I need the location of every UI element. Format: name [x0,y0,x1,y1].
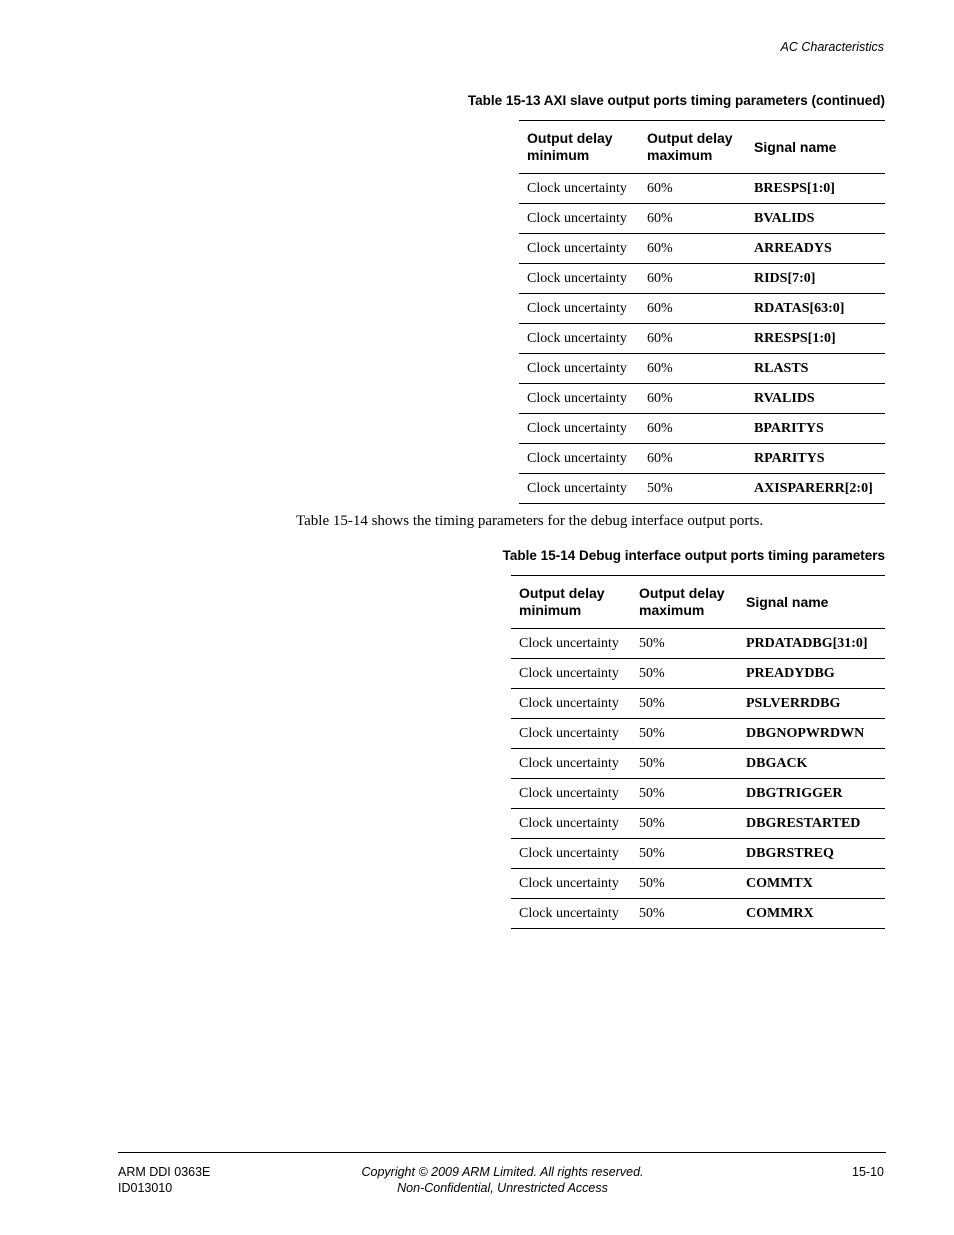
table-row [519,354,885,384]
table-row [519,204,885,234]
signal-name-cell: RLASTS [746,354,885,384]
min-delay-cell: Clock uncertainty [519,414,639,444]
table-row [511,839,885,869]
signal-name-cell: DBGACK [738,749,885,779]
table-row [511,719,885,749]
table-row [519,294,885,324]
signal-name-cell: BRESPS[1:0] [746,174,885,204]
min-delay-cell: Clock uncertainty [511,689,631,719]
column-header: Output delay minimum [519,121,639,174]
section-header-title: AC Characteristics [780,40,884,54]
column-header: Output delay maximum [631,576,738,629]
debug-interface-timing-table [511,575,885,929]
table-row [519,474,885,504]
max-delay-cell: 50% [639,474,746,504]
table-header-row [511,576,885,629]
max-delay-cell: 60% [639,204,746,234]
max-delay-cell: 60% [639,174,746,204]
min-delay-cell: Clock uncertainty [511,839,631,869]
table-row [519,324,885,354]
signal-name-cell: DBGRESTARTED [738,809,885,839]
table-row [511,629,885,659]
table-row [511,809,885,839]
column-header: Signal name [746,121,885,174]
table-row [519,264,885,294]
signal-name-cell: DBGTRIGGER [738,779,885,809]
table-row [519,444,885,474]
max-delay-cell: 50% [631,659,738,689]
max-delay-cell: 50% [631,869,738,899]
max-delay-cell: 50% [631,779,738,809]
max-delay-cell: 60% [639,264,746,294]
table-row [511,869,885,899]
min-delay-cell: Clock uncertainty [511,659,631,689]
max-delay-cell: 50% [631,719,738,749]
issue-id: ID013010 [118,1181,173,1195]
axi-slave-timing-table [519,120,885,504]
table-row [511,659,885,689]
signal-name-cell: COMMTX [738,869,885,899]
min-delay-cell: Clock uncertainty [511,899,631,929]
table-row [519,384,885,414]
doc-id: ARM DDI 0363E [118,1165,211,1179]
min-delay-cell: Clock uncertainty [519,264,639,294]
min-delay-cell: Clock uncertainty [511,749,631,779]
signal-name-cell: COMMRX [738,899,885,929]
max-delay-cell: 60% [639,294,746,324]
signal-name-cell: RVALIDS [746,384,885,414]
max-delay-cell: 50% [631,689,738,719]
table-caption: Table 15-13 AXI slave output ports timing parameters (continued) [467,93,885,108]
signal-name-cell: RRESPS[1:0] [746,324,885,354]
min-delay-cell: Clock uncertainty [519,324,639,354]
max-delay-cell: 60% [639,444,746,474]
table-row [511,689,885,719]
table-row [511,779,885,809]
min-delay-cell: Clock uncertainty [511,869,631,899]
signal-name-cell: PREADYDBG [738,659,885,689]
min-delay-cell: Clock uncertainty [519,444,639,474]
min-delay-cell: Clock uncertainty [519,174,639,204]
footer-legal [300,1164,705,1196]
max-delay-cell: 60% [639,234,746,264]
footer-divider [118,1152,886,1153]
signal-name-cell: BVALIDS [746,204,885,234]
copyright-notice: Copyright © 2009 ARM Limited. All rights reserved. [361,1165,644,1179]
min-delay-cell: Clock uncertainty [511,719,631,749]
signal-name-cell: RPARITYS [746,444,885,474]
min-delay-cell: Clock uncertainty [519,204,639,234]
table-row [519,174,885,204]
table-row [519,414,885,444]
column-header: Output delay maximum [639,121,746,174]
max-delay-cell: 50% [631,839,738,869]
column-header: Output delay minimum [511,576,631,629]
table-caption: Table 15-14 Debug interface output ports timing parameters [502,548,885,563]
min-delay-cell: Clock uncertainty [519,354,639,384]
footer-doc-info [118,1164,210,1196]
min-delay-cell: Clock uncertainty [511,629,631,659]
max-delay-cell: 50% [631,749,738,779]
signal-name-cell: AXISPARERR[2:0] [746,474,885,504]
column-header: Signal name [738,576,885,629]
table-row [511,899,885,929]
signal-name-cell: RDATAS[63:0] [746,294,885,324]
signal-name-cell: DBGNOPWRDWN [738,719,885,749]
max-delay-cell: 50% [631,629,738,659]
table-row [519,234,885,264]
table-header-row [519,121,885,174]
min-delay-cell: Clock uncertainty [519,294,639,324]
max-delay-cell: 60% [639,384,746,414]
max-delay-cell: 60% [639,324,746,354]
min-delay-cell: Clock uncertainty [511,779,631,809]
body-paragraph: Table 15-14 shows the timing parameters for the debug interface output ports. [296,513,764,529]
min-delay-cell: Clock uncertainty [511,809,631,839]
signal-name-cell: PSLVERRDBG [738,689,885,719]
signal-name-cell: RIDS[7:0] [746,264,885,294]
min-delay-cell: Clock uncertainty [519,384,639,414]
min-delay-cell: Clock uncertainty [519,474,639,504]
signal-name-cell: BPARITYS [746,414,885,444]
signal-name-cell: DBGRSTREQ [738,839,885,869]
confidentiality-notice: Non-Confidential, Unrestricted Access [397,1181,608,1195]
page-number: 15-10 [852,1165,884,1179]
min-delay-cell: Clock uncertainty [519,234,639,264]
signal-name-cell: ARREADYS [746,234,885,264]
max-delay-cell: 50% [631,809,738,839]
table-row [511,749,885,779]
max-delay-cell: 50% [631,899,738,929]
max-delay-cell: 60% [639,414,746,444]
max-delay-cell: 60% [639,354,746,384]
signal-name-cell: PRDATADBG[31:0] [738,629,885,659]
